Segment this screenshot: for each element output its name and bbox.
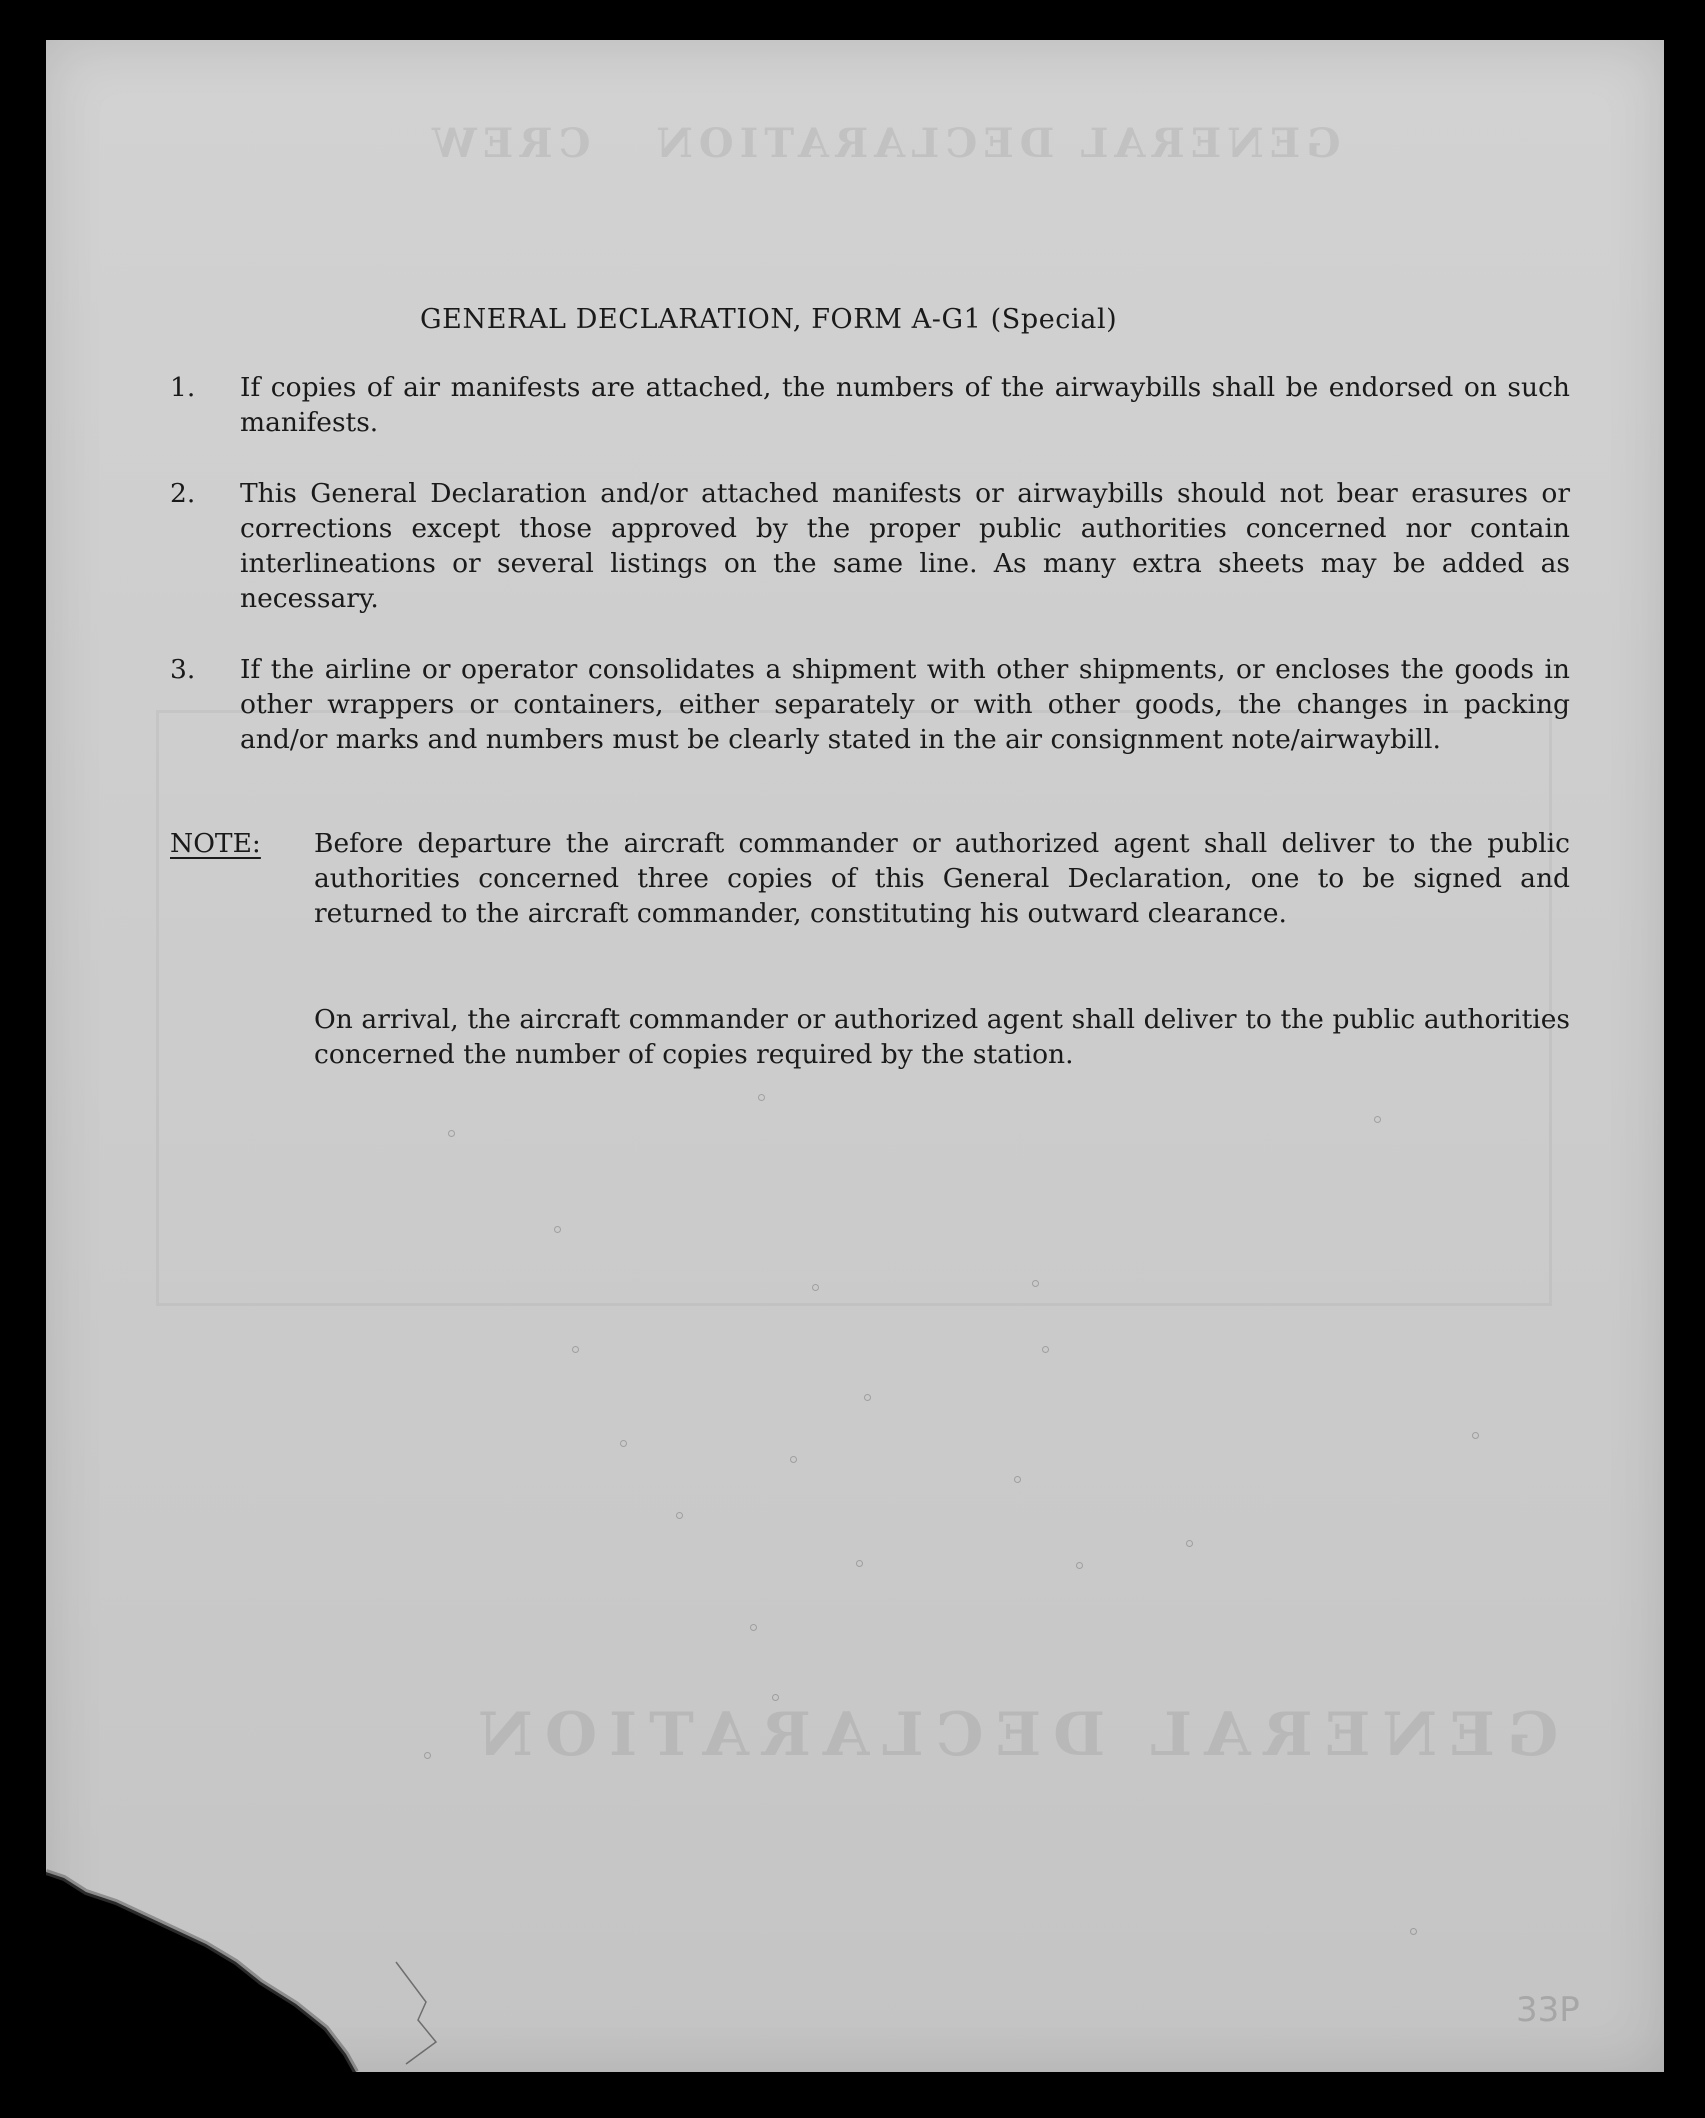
speck	[812, 1284, 819, 1291]
note-label: NOTE:	[170, 828, 261, 859]
page-stamp: 33P	[1516, 1990, 1580, 2030]
speck	[620, 1440, 627, 1447]
speck	[572, 1346, 579, 1353]
speck	[1042, 1346, 1049, 1353]
speck	[864, 1394, 871, 1401]
speck	[750, 1624, 757, 1631]
speck	[448, 1130, 455, 1137]
speck	[676, 1512, 683, 1519]
item-number: 3.	[170, 654, 196, 685]
form-title: GENERAL DECLARATION, FORM A-G1 (Special)	[420, 304, 1118, 335]
speck	[1410, 1928, 1417, 1935]
speck	[790, 1456, 797, 1463]
speck	[1076, 1562, 1083, 1569]
speck	[1014, 1476, 1021, 1483]
note-departure-text: Before departure the aircraft commander or authorized agent shall deliver to the public authorities concerned three copies of this General Declaration, one to be signed and returned to the aircraft commander, constituting his outward clearance.	[314, 828, 1570, 929]
speck	[1374, 1116, 1381, 1123]
speck	[1186, 1540, 1193, 1547]
item-text: This General Declaration and/or attached manifests or airwaybills should not bear erasures or corrections except those approved by the proper public authorities concerned nor contain interlineations or several listings on the same line. As many extra sheets may be added as necessary.	[240, 478, 1570, 614]
bleed-through-text: GENERAL DECLARATION CREW	[426, 120, 1341, 167]
bleed-through-heading: GENERAL DECLARATION	[466, 1700, 1559, 1770]
item-text: If the airline or operator consolidates a shipment with other shipments, or encloses the goods in other wrappers or containers, either separately or with other goods, the changes in packing and/or marks and numbers must be clearly stated in the air consignment note/airwaybill.	[240, 654, 1570, 755]
speck	[1032, 1280, 1039, 1287]
speck	[424, 1752, 431, 1759]
speck	[758, 1094, 765, 1101]
speck	[1472, 1432, 1479, 1439]
speck	[554, 1226, 561, 1233]
item-number: 2.	[170, 478, 196, 509]
document-page	[46, 40, 1664, 2072]
item-text: If copies of air manifests are attached, the numbers of the airwaybills shall be endorsed on such manifests.	[240, 372, 1570, 438]
item-number: 1.	[170, 372, 196, 403]
speck	[772, 1694, 779, 1701]
torn-corner-damage	[46, 1832, 466, 2072]
speck	[856, 1560, 863, 1567]
note-arrival-text: On arrival, the aircraft commander or authorized agent shall deliver to the public authorities concerned the number of copies required by the station.	[314, 1004, 1570, 1070]
declaration-instructions	[46, 40, 1664, 2072]
